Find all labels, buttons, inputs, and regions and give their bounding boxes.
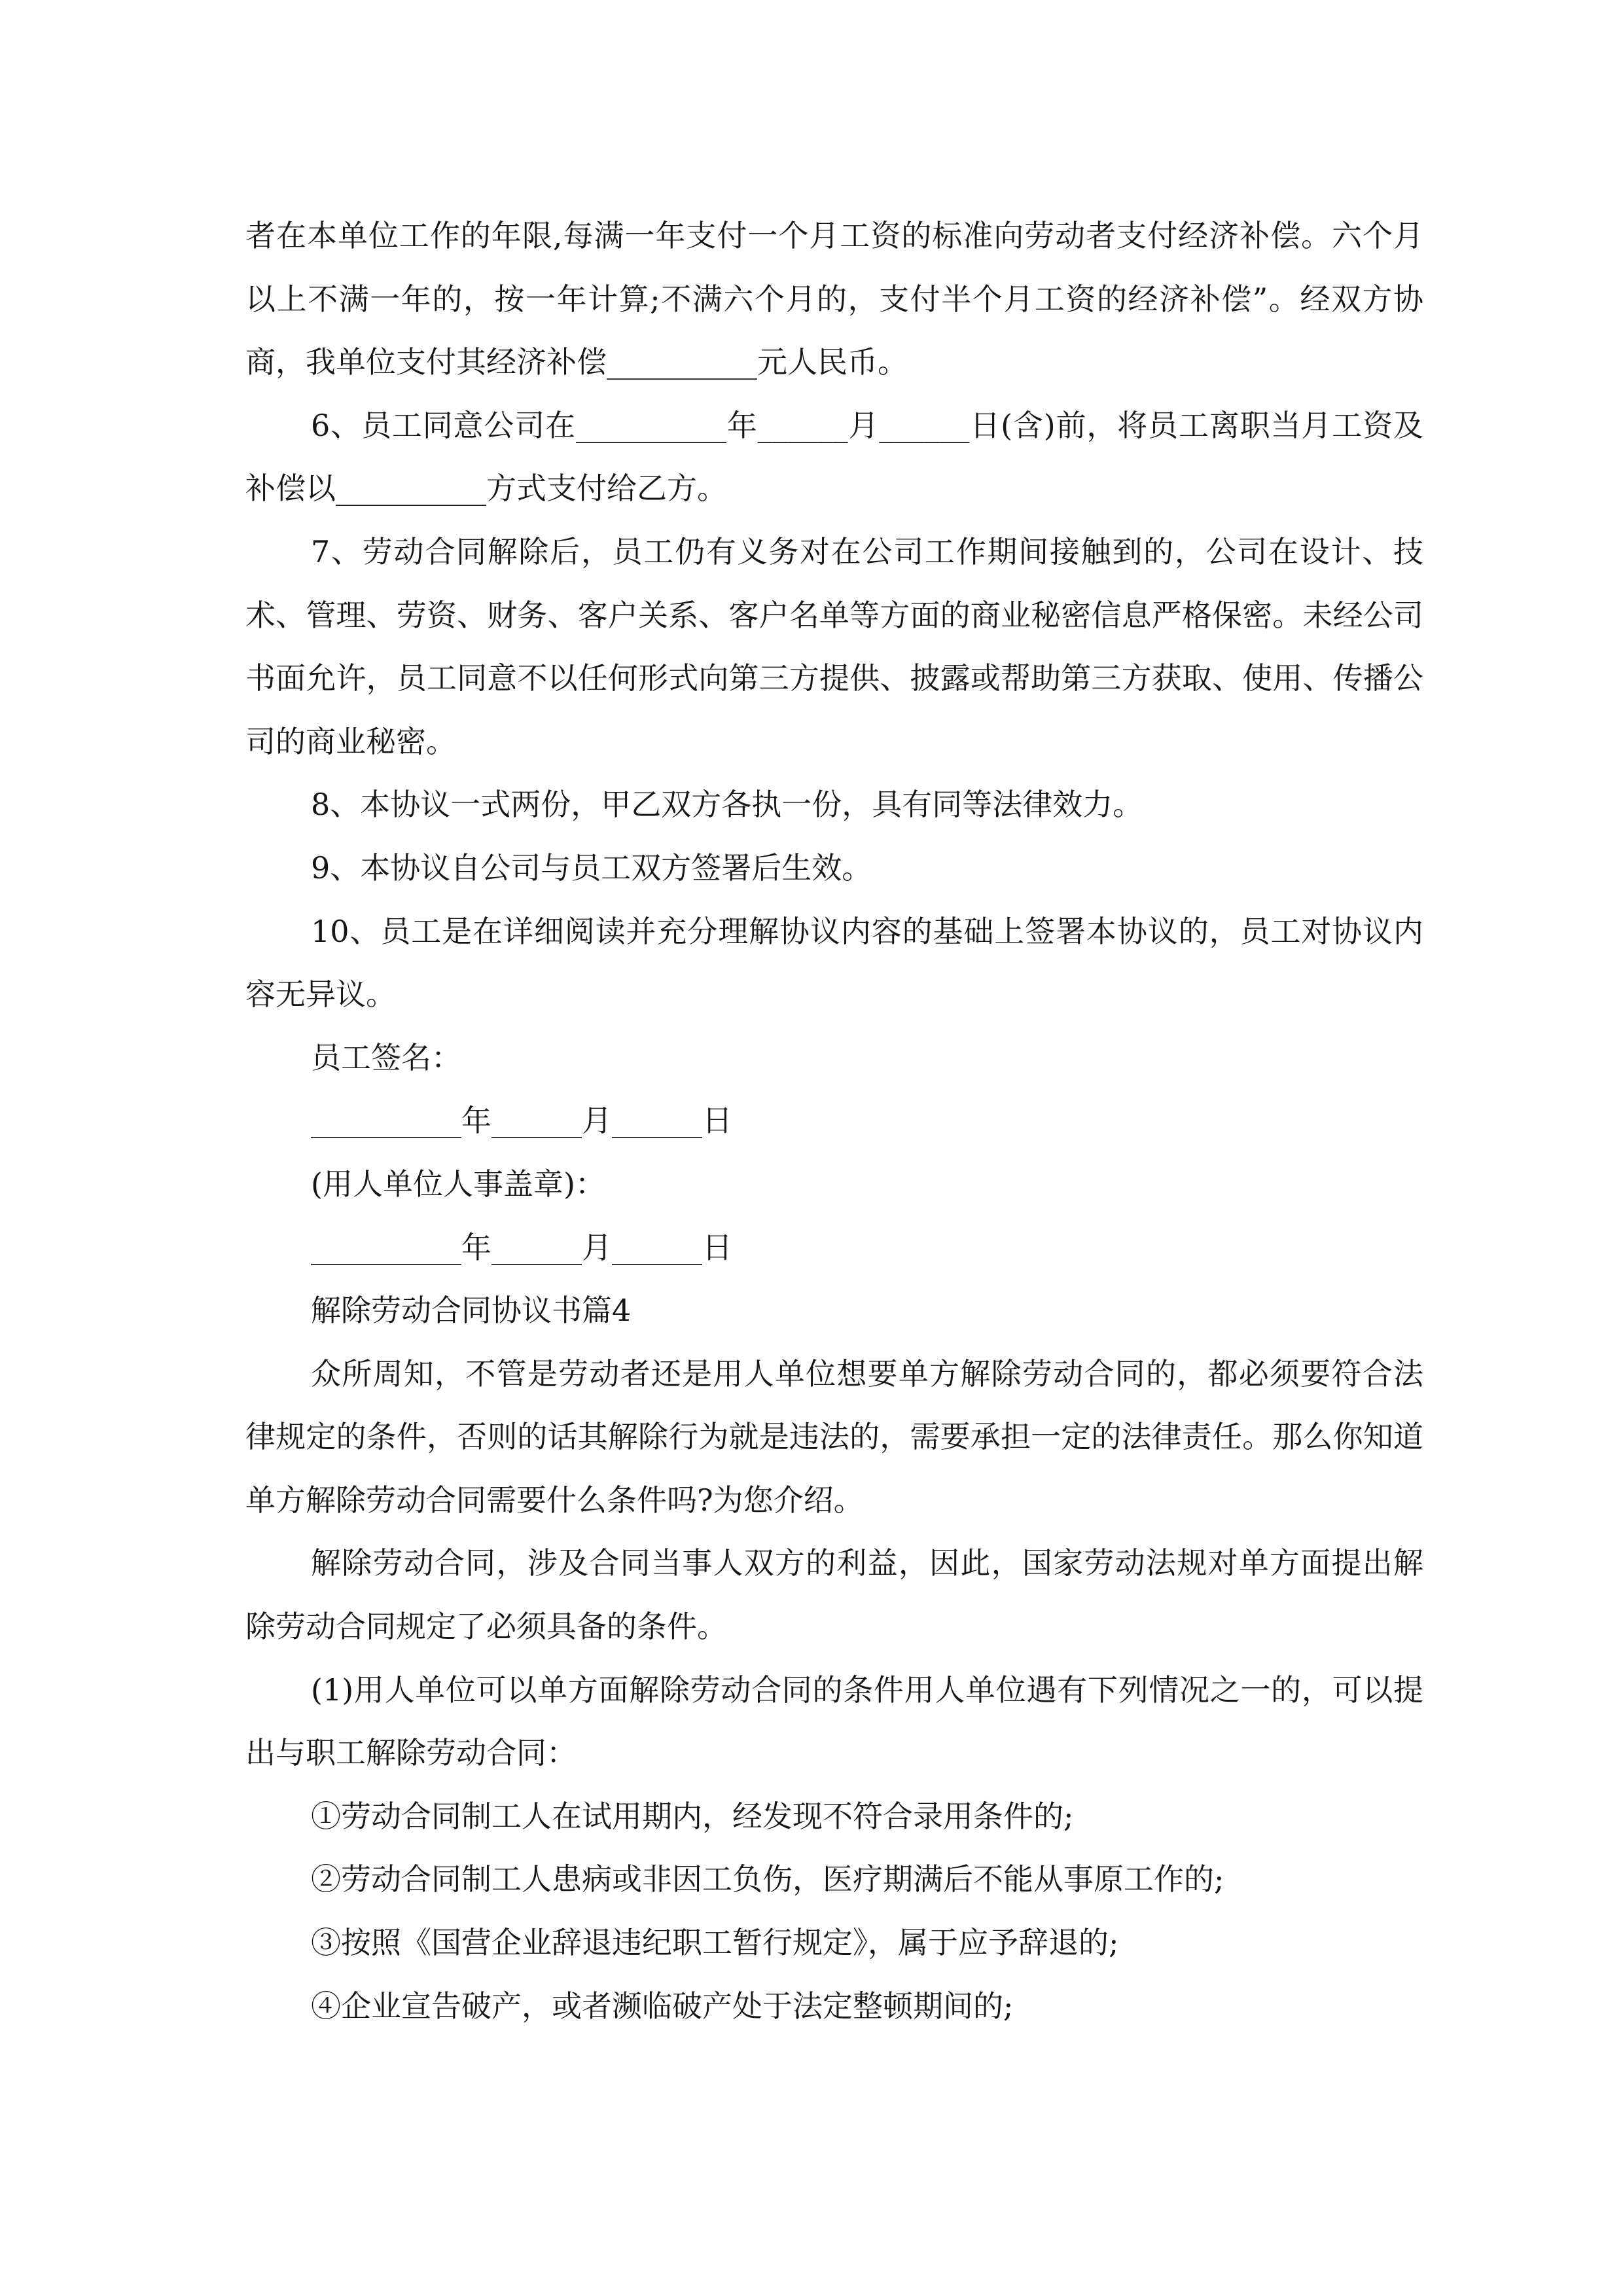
document-body xyxy=(245,204,1423,2037)
paragraph-compensation-continued: 者在本单位工作的年限,每满一年支付一个月工资的标准向劳动者支付经济补偿。六个月以上不满一年的，按一年计算;不满六个月的，支付半个月工资的经济补偿”。经双方协商，我单位支付其经济补偿__________元人民币。 xyxy=(245,218,1423,380)
employer-seal-date: __________年______月______日 xyxy=(311,1229,732,1265)
paragraph-clause-6: 6、员工同意公司在__________年______月______日(含)前，将员工离职当月工资及补偿以__________方式支付给乙方。 xyxy=(245,407,1423,507)
section-heading: 解除劳动合同协议书篇4 xyxy=(311,1293,632,1329)
list-item-condition-3: ③按照《国营企业辞退违纪职工暂行规定》，属于应予辞退的; xyxy=(311,1925,1119,1961)
list-item-condition-4: ④企业宣告破产，或者濒临破产处于法定整顿期间的; xyxy=(311,1988,1014,2024)
employee-signature-label: 员工签名： xyxy=(311,1039,461,1075)
paragraph-employer-conditions: (1)用人单位可以单方面解除劳动合同的条件用人单位遇有下列情况之一的，可以提出与职工解除劳动合同： xyxy=(245,1672,1423,1771)
paragraph-introduction: 众所周知，不管是劳动者还是用人单位想要单方解除劳动合同的，都必须要符合法律规定的条件，否则的话其解除行为就是违法的，需要承担一定的法律责任。那么你知道单方解除劳动合同需要什么条件吗?为您介绍。 xyxy=(245,1355,1423,1518)
list-item-condition-2: ②劳动合同制工人患病或非因工负伤，医疗期满后不能从事原工作的; xyxy=(311,1861,1224,1897)
list-item-condition-1: ①劳动合同制工人在试用期内，经发现不符合录用条件的; xyxy=(311,1798,1074,1834)
employee-signature-date: __________年______月______日 xyxy=(311,1103,732,1139)
paragraph-clause-10: 10、员工是在详细阅读并充分理解协议内容的基础上签署本协议的，员工对协议内容无异议。 xyxy=(245,913,1423,1013)
employer-seal-label: (用人单位人事盖章)： xyxy=(311,1166,605,1202)
paragraph-conditions-overview: 解除劳动合同，涉及合同当事人双方的利益，因此，国家劳动法规对单方面提出解除劳动合同规定了必须具备的条件。 xyxy=(245,1545,1423,1645)
paragraph-clause-8: 8、本协议一式两份，甲乙双方各执一份，具有同等法律效力。 xyxy=(311,787,1143,823)
paragraph-clause-9: 9、本协议自公司与员工双方签署后生效。 xyxy=(311,850,872,886)
paragraph-clause-7: 7、劳动合同解除后，员工仍有义务对在公司工作期间接触到的，公司在设计、技术、管理、劳资、财务、客户关系、客户名单等方面的商业秘密信息严格保密。未经公司书面允许，员工同意不以任何形式向第三方提供、披露或帮助第三方获取、使用、传播公司的商业秘密。 xyxy=(245,533,1423,759)
